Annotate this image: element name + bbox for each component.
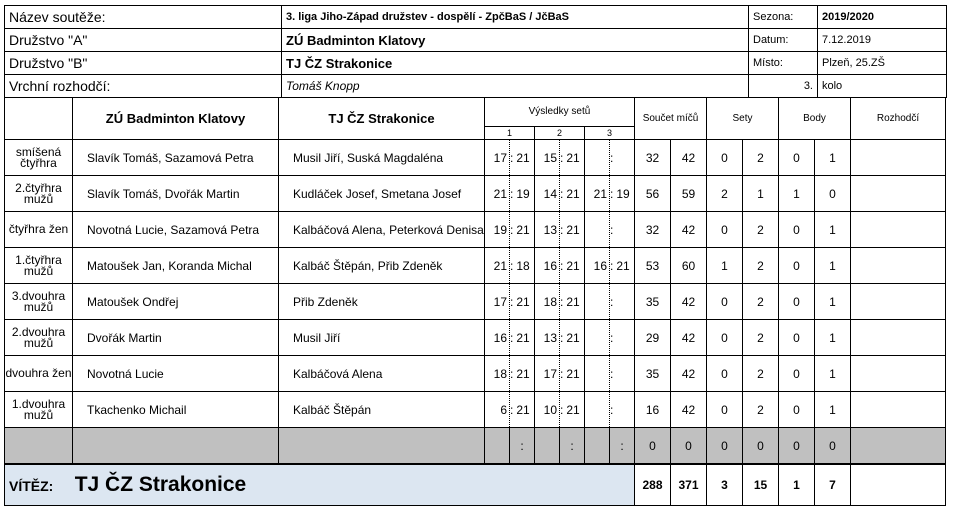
set3-a [585, 284, 610, 320]
set1-b [510, 176, 535, 212]
sets-b: 2 [743, 356, 779, 392]
grey-sets-a: 0 [707, 428, 743, 465]
match-row [5, 212, 946, 248]
set2-a: 17 [535, 356, 560, 392]
winner-value: TJ ČZ Strakonice [74, 473, 247, 496]
match-row [5, 320, 946, 356]
set1-b [510, 140, 535, 176]
player-b: Kalbáč Štěpán, Přib Zdeněk [279, 248, 485, 284]
set1-a: 21 [485, 248, 510, 284]
set3-b [610, 176, 635, 212]
sets-b: 2 [743, 320, 779, 356]
set3-a: 16 [585, 248, 610, 284]
referee-header: Rozhodčí [851, 98, 946, 140]
team-a-value: ZÚ Badminton Klatovy [282, 29, 749, 52]
points-a: 0 [779, 320, 815, 356]
set2-b-value: 21 [566, 222, 580, 237]
score-separator: : [510, 150, 514, 165]
set3-label: 3 [606, 128, 612, 138]
referee-cell [851, 392, 946, 428]
points-b: 0 [815, 176, 851, 212]
points-b: 1 [815, 392, 851, 428]
sum-a: 16 [635, 392, 671, 428]
points-b: 1 [815, 248, 851, 284]
score-separator: : [610, 150, 614, 165]
sets-a: 0 [707, 356, 743, 392]
grey-sum-b: 0 [671, 428, 707, 465]
set3-b [610, 356, 635, 392]
sum-a: 53 [635, 248, 671, 284]
set2-b-value: 21 [566, 294, 580, 309]
winner-cell [5, 464, 635, 506]
points-a: 0 [779, 356, 815, 392]
set3-b-value: 21 [616, 258, 630, 273]
sum-b: 42 [671, 140, 707, 176]
set2-b [560, 320, 585, 356]
set1-b-value: 21 [516, 402, 530, 417]
results-label: Výsledky setů [485, 98, 634, 127]
match-row [5, 356, 946, 392]
player-a: Matoušek Ondřej [73, 284, 279, 320]
sets-a: 0 [707, 140, 743, 176]
match-row [5, 140, 946, 176]
sets-b: 2 [743, 248, 779, 284]
season-value: 2019/2020 [818, 6, 947, 29]
sets-a: 0 [707, 284, 743, 320]
total-points-b: 7 [815, 464, 851, 506]
referee-cell [851, 176, 946, 212]
sets-b: 2 [743, 284, 779, 320]
player-a: Novotná Lucie [73, 356, 279, 392]
set1-a: 17 [485, 140, 510, 176]
set1-b-value: 21 [516, 366, 530, 381]
score-separator: : [560, 150, 564, 165]
sum-b: 60 [671, 248, 707, 284]
set1-a: 6 [485, 392, 510, 428]
set3-b [610, 320, 635, 356]
player-b: Musil Jiří, Suská Magdaléna [279, 140, 485, 176]
set3-b [610, 212, 635, 248]
referee-cell [851, 248, 946, 284]
grey-sets-b: 0 [743, 428, 779, 465]
results-header [485, 98, 635, 140]
points-b: 1 [815, 212, 851, 248]
score-separator: : [560, 222, 564, 237]
set3-a [585, 320, 610, 356]
season-label: Sezona: [749, 6, 818, 29]
team-a-header: ZÚ Badminton Klatovy [73, 98, 279, 140]
set1-b-value: 18 [516, 258, 530, 273]
set1-a: 21 [485, 176, 510, 212]
sum-b: 42 [671, 320, 707, 356]
points-header: Body [779, 98, 851, 140]
set2-b [560, 356, 585, 392]
sum-a: 32 [635, 212, 671, 248]
set3-b [610, 392, 635, 428]
place-value: Plzeň, 25.ZŠ [818, 52, 947, 75]
player-a: Slavík Tomáš, Dvořák Martin [73, 176, 279, 212]
set2-b [560, 140, 585, 176]
total-sets-a: 3 [707, 464, 743, 506]
match-type: 3.dvouhra mužů [5, 284, 73, 320]
set1-a: 18 [485, 356, 510, 392]
referee-cell [851, 284, 946, 320]
player-a: Dvořák Martin [73, 320, 279, 356]
set3-b [610, 248, 635, 284]
referee-cell [851, 356, 946, 392]
set1-b [510, 320, 535, 356]
referee-value: Tomáš Knopp [282, 75, 749, 98]
sets-b: 2 [743, 392, 779, 428]
sum-b: 42 [671, 284, 707, 320]
set2-b-value: 21 [566, 402, 580, 417]
type-header [5, 98, 73, 140]
set1-b-value: 21 [516, 150, 530, 165]
player-b: Kalbáčová Alena, Peterková Denisa [279, 212, 485, 248]
set2-a: 14 [535, 176, 560, 212]
score-separator: : [510, 222, 514, 237]
empty-grey-row: : : : 0 0 0 0 0 0 [5, 428, 946, 465]
score-separator: : [610, 366, 614, 381]
referee-cell [851, 140, 946, 176]
points-a: 0 [779, 140, 815, 176]
set1-b [510, 284, 535, 320]
player-b: Přib Zdeněk [279, 284, 485, 320]
competition-value: 3. liga Jiho-Západ družstev - dospělí - ZpčBaS / JčBaS [282, 6, 749, 29]
grey-points-b: 0 [815, 428, 851, 465]
points-a: 1 [779, 176, 815, 212]
set1-b [510, 392, 535, 428]
score-separator: : [510, 258, 514, 273]
score-separator: : [510, 402, 514, 417]
set2-label: 2 [535, 127, 585, 139]
sum-a: 56 [635, 176, 671, 212]
round-number: 3. [749, 75, 818, 98]
footer-row [5, 464, 946, 506]
sets-a: 0 [707, 392, 743, 428]
set2-b [560, 392, 585, 428]
sets-b: 2 [743, 140, 779, 176]
sets-a: 0 [707, 212, 743, 248]
match-type: 2.čtyřhra mužů [5, 176, 73, 212]
date-value: 7.12.2019 [818, 29, 947, 52]
set1-b-value: 21 [516, 330, 530, 345]
set1-b [510, 212, 535, 248]
player-b: Kudláček Josef, Smetana Josef [279, 176, 485, 212]
set1-b [510, 248, 535, 284]
score-separator: : [510, 330, 514, 345]
set1-b-value: 21 [516, 222, 530, 237]
match-row [5, 284, 946, 320]
sets-a: 0 [707, 320, 743, 356]
score-separator: : [560, 330, 564, 345]
set2-a: 18 [535, 284, 560, 320]
sum-b: 42 [671, 356, 707, 392]
match-type: 2.dvouhra mužů [5, 320, 73, 356]
score-separator: : [510, 366, 514, 381]
score-separator: : [610, 258, 614, 273]
sum-a: 35 [635, 356, 671, 392]
match-type: 1.čtyřhra mužů [5, 248, 73, 284]
set3-a [585, 140, 610, 176]
set2-b-value: 21 [566, 366, 580, 381]
set2-b-value: 21 [566, 330, 580, 345]
set1-a: 19 [485, 212, 510, 248]
points-a: 0 [779, 284, 815, 320]
points-a: 0 [779, 212, 815, 248]
points-a: 0 [779, 248, 815, 284]
date-label: Datum: [749, 29, 818, 52]
set2-b [560, 212, 585, 248]
set2-b [560, 248, 585, 284]
set3-b-value: 19 [616, 186, 630, 201]
player-a: Matoušek Jan, Koranda Michal [73, 248, 279, 284]
place-label: Místo: [749, 52, 818, 75]
match-type: dvouhra žen [5, 356, 73, 392]
team-b-value: TJ ČZ Strakonice [282, 52, 749, 75]
player-b: Kalbáčová Alena [279, 356, 485, 392]
score-separator: : [510, 294, 514, 309]
set3-a [585, 392, 610, 428]
set1-label: 1 [485, 127, 535, 139]
points-b: 1 [815, 140, 851, 176]
score-separator: : [610, 186, 614, 201]
player-a: Novotná Lucie, Sazamová Petra [73, 212, 279, 248]
sum-b: 42 [671, 392, 707, 428]
results-table [4, 97, 946, 506]
sets-header: Sety [707, 98, 779, 140]
player-b: Musil Jiří [279, 320, 485, 356]
header-table [4, 5, 947, 98]
score-separator: : [610, 222, 614, 237]
sum-header: Součet míčů [635, 98, 707, 140]
match-type: 1.dvouhra mužů [5, 392, 73, 428]
team-b-header: TJ ČZ Strakonice [279, 98, 485, 140]
team-b-label: Družstvo "B" [5, 52, 282, 75]
sets-a: 1 [707, 248, 743, 284]
set2-b [560, 176, 585, 212]
referee-cell [851, 320, 946, 356]
sets-b: 2 [743, 212, 779, 248]
player-a: Tkachenko Michail [73, 392, 279, 428]
sum-a: 35 [635, 284, 671, 320]
total-sum-a: 288 [635, 464, 671, 506]
sum-b: 59 [671, 176, 707, 212]
winner-label: VÍTĚZ: [9, 478, 54, 494]
set3-a [585, 356, 610, 392]
score-separator: : [560, 186, 564, 201]
sum-b: 42 [671, 212, 707, 248]
points-a: 0 [779, 392, 815, 428]
set2-b-value: 21 [566, 186, 580, 201]
total-points-a: 1 [779, 464, 815, 506]
score-separator: : [560, 294, 564, 309]
grey-points-a: 0 [779, 428, 815, 465]
sum-a: 29 [635, 320, 671, 356]
match-row [5, 176, 946, 212]
score-separator: : [610, 402, 614, 417]
competition-label: Název soutěže: [5, 6, 282, 29]
referee-label: Vrchní rozhodčí: [5, 75, 282, 98]
team-a-label: Družstvo "A" [5, 29, 282, 52]
sets-b: 1 [743, 176, 779, 212]
set1-b [510, 356, 535, 392]
set3-b [610, 284, 635, 320]
set1-b-value: 21 [516, 294, 530, 309]
points-b: 1 [815, 320, 851, 356]
set2-b-value: 21 [566, 258, 580, 273]
score-separator: : [510, 186, 514, 201]
score-separator: : [560, 258, 564, 273]
match-row [5, 248, 946, 284]
set2-a: 13 [535, 212, 560, 248]
match-row [5, 392, 946, 428]
score-separator: : [610, 294, 614, 309]
score-separator: : [560, 402, 564, 417]
set2-b-value: 21 [566, 150, 580, 165]
referee-cell [851, 212, 946, 248]
set2-a: 16 [535, 248, 560, 284]
round-label: kolo [818, 75, 947, 98]
sets-a: 2 [707, 176, 743, 212]
set2-a: 10 [535, 392, 560, 428]
set3-b [610, 140, 635, 176]
player-a: Slavík Tomáš, Sazamová Petra [73, 140, 279, 176]
grey-sum-a: 0 [635, 428, 671, 465]
set3-a [585, 212, 610, 248]
score-separator: : [610, 330, 614, 345]
match-type: smíšená čtyřhra [5, 140, 73, 176]
set2-a: 13 [535, 320, 560, 356]
set1-b-value: 19 [516, 186, 530, 201]
total-sum-b: 371 [671, 464, 707, 506]
set1-a: 16 [485, 320, 510, 356]
sum-a: 32 [635, 140, 671, 176]
player-b: Kalbáč Štěpán [279, 392, 485, 428]
set2-b [560, 284, 585, 320]
score-separator: : [560, 366, 564, 381]
points-b: 1 [815, 284, 851, 320]
set1-a: 17 [485, 284, 510, 320]
points-b: 1 [815, 356, 851, 392]
total-sets-b: 15 [743, 464, 779, 506]
set2-a: 15 [535, 140, 560, 176]
match-type: čtyřhra žen [5, 212, 73, 248]
set3-a: 21 [585, 176, 610, 212]
